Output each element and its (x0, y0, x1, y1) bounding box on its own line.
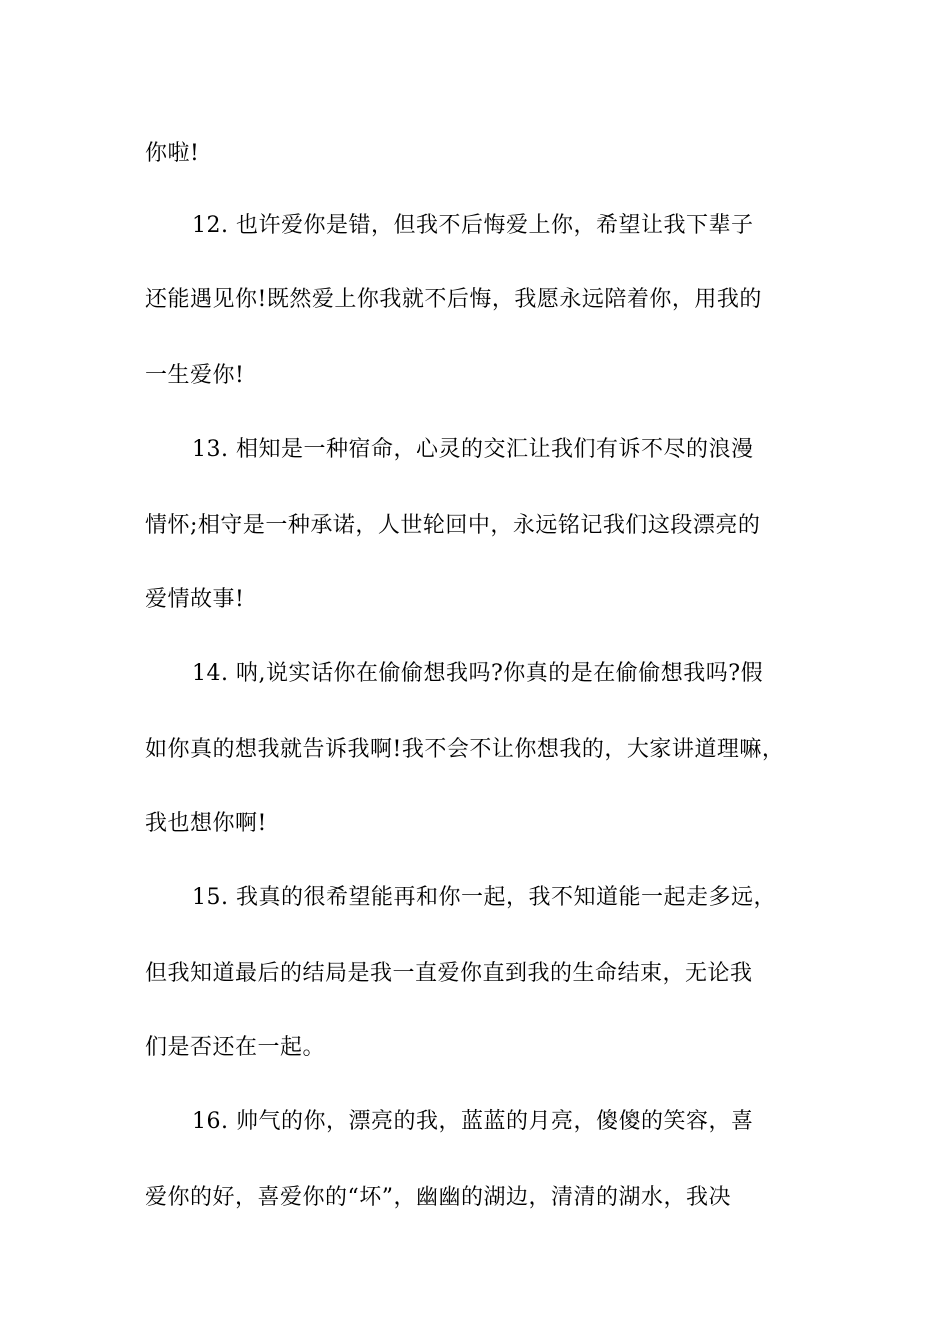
paragraph-15-line-2: 但我知道最后的结局是我一直爱你直到我的生命结束，无论我 (145, 961, 753, 986)
paragraph-16-line-1: 16. 帅气的你，漂亮的我，蓝蓝的月亮，傻傻的笑容，喜 (192, 1109, 754, 1134)
paragraph-12-line-2: 还能遇见你!既然爱上你我就不后悔，我愿永远陪着你，用我的 (145, 287, 762, 312)
paragraph-14-line-2: 如你真的想我就告诉我啊!我不会不让你想我的，大家讲道理嘛， (145, 737, 785, 762)
paragraph-12-line-1: 12. 也许爱你是错，但我不后悔爱上你，希望让我下辈子 (192, 213, 754, 238)
text-line: 你啦! (145, 141, 200, 166)
paragraph-13-line-1: 13. 相知是一种宿命，心灵的交汇让我们有诉不尽的浪漫 (192, 437, 754, 462)
paragraph-12-line-3: 一生爱你! (145, 363, 245, 388)
paragraph-13-line-2: 情怀;相守是一种承诺，人世轮回中，永远铭记我们这段漂亮的 (145, 513, 761, 538)
paragraph-16-line-2: 爱你的好，喜爱你的“坏”，幽幽的湖边，清清的湖水，我决 (145, 1185, 731, 1210)
paragraph-14-line-1: 14. 呐,说实话你在偷偷想我吗?你真的是在偷偷想我吗?假 (192, 661, 764, 686)
paragraph-15-line-3: 们是否还在一起。 (145, 1035, 326, 1060)
paragraph-13-line-3: 爱情故事! (145, 587, 245, 612)
paragraph-15-line-1: 15. 我真的很希望能再和你一起，我不知道能一起走多远， (192, 885, 776, 910)
paragraph-14-line-3: 我也想你啊! (145, 811, 267, 836)
